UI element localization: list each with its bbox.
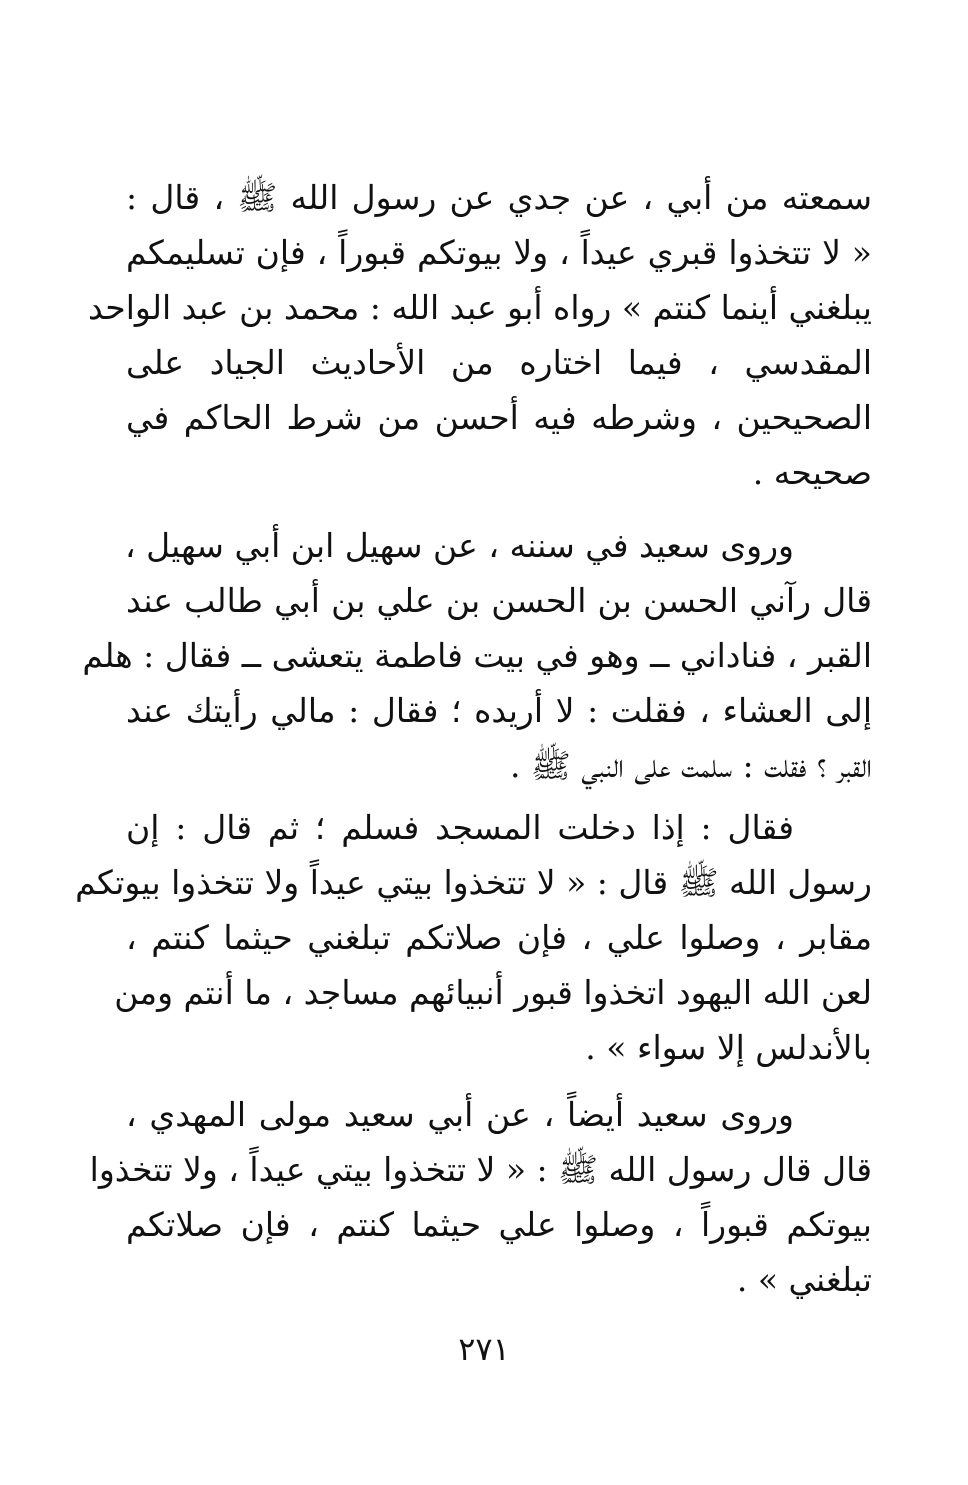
text-line: إلى العشاء ، فقلت : لا أريده ؛ فقال : مالي رأيتك عند	[126, 691, 872, 730]
text-line: « لا تتخذوا قبري عيداً ، ولا بيوتكم قبوراً ، فإن تسليمكم	[126, 233, 872, 272]
text-line: وروى سعيد أيضاً ، عن أبي سعيد مولى المهدي ،	[126, 1095, 794, 1134]
text-line: فقال : إذا دخلت المسجد فسلم ؛ ثم قال : إن	[126, 808, 794, 847]
text-line: بالأندلس إلا سواء » .	[585, 1028, 872, 1067]
text-line: صحيحه .	[752, 453, 872, 492]
text-line: مقابر ، وصلوا علي ، فإن صلاتكم تبلغني حيثما كنتم ،	[126, 918, 872, 957]
text-line: لعن الله اليهود اتخذوا قبور أنبيائهم مساجد ، ما أنتم ومن	[114, 973, 872, 1012]
text-line: سمعته من أبي ، عن جدي عن رسول الله ﷺ ، قال :	[126, 178, 872, 217]
page-number: ٢٧١	[458, 1330, 510, 1368]
text-line: يبلغني أينما كنتم » رواه أبو عبد الله : محمد بن عبد الواحد	[87, 288, 872, 327]
text-line: القبر ، فناداني ــ وهو في بيت فاطمة يتعشى ــ فقال : هلم	[82, 636, 872, 675]
text-line: رسول الله ﷺ قال : « لا تتخذوا بيتي عيداً ولا تتخذوا بيوتكم	[75, 863, 872, 902]
text-line: القبر ؟ فقلت : سلمت على النبي ﷺ .	[509, 746, 872, 785]
text-line: تبلغني » .	[736, 1260, 872, 1299]
paragraph-saeed-narration	[82, 518, 872, 793]
text-line: قال رآني الحسن بن الحسن بن علي بن أبي طالب عند	[126, 581, 872, 620]
paragraph-saeed-second-narration	[89, 1087, 872, 1307]
paragraph-hadith-continuation	[87, 170, 872, 500]
text-line: وروى سعيد في سننه ، عن سهيل ابن أبي سهيل ،	[125, 526, 794, 565]
text-line: الصحيحين ، وشرطه فيه أحسن من شرط الحاكم في	[126, 398, 872, 437]
text-line: قال قال رسول الله ﷺ : « لا تتخذوا بيتي عيداً ، ولا تتخذوا	[89, 1150, 872, 1189]
paragraph-mosque-greeting	[75, 800, 872, 1075]
text-line: المقدسي ، فيما اختاره من الأحاديث الجياد على	[126, 343, 872, 382]
text-line: بيوتكم قبوراً ، وصلوا علي حيثما كنتم ، فإن صلاتكم	[126, 1205, 872, 1244]
